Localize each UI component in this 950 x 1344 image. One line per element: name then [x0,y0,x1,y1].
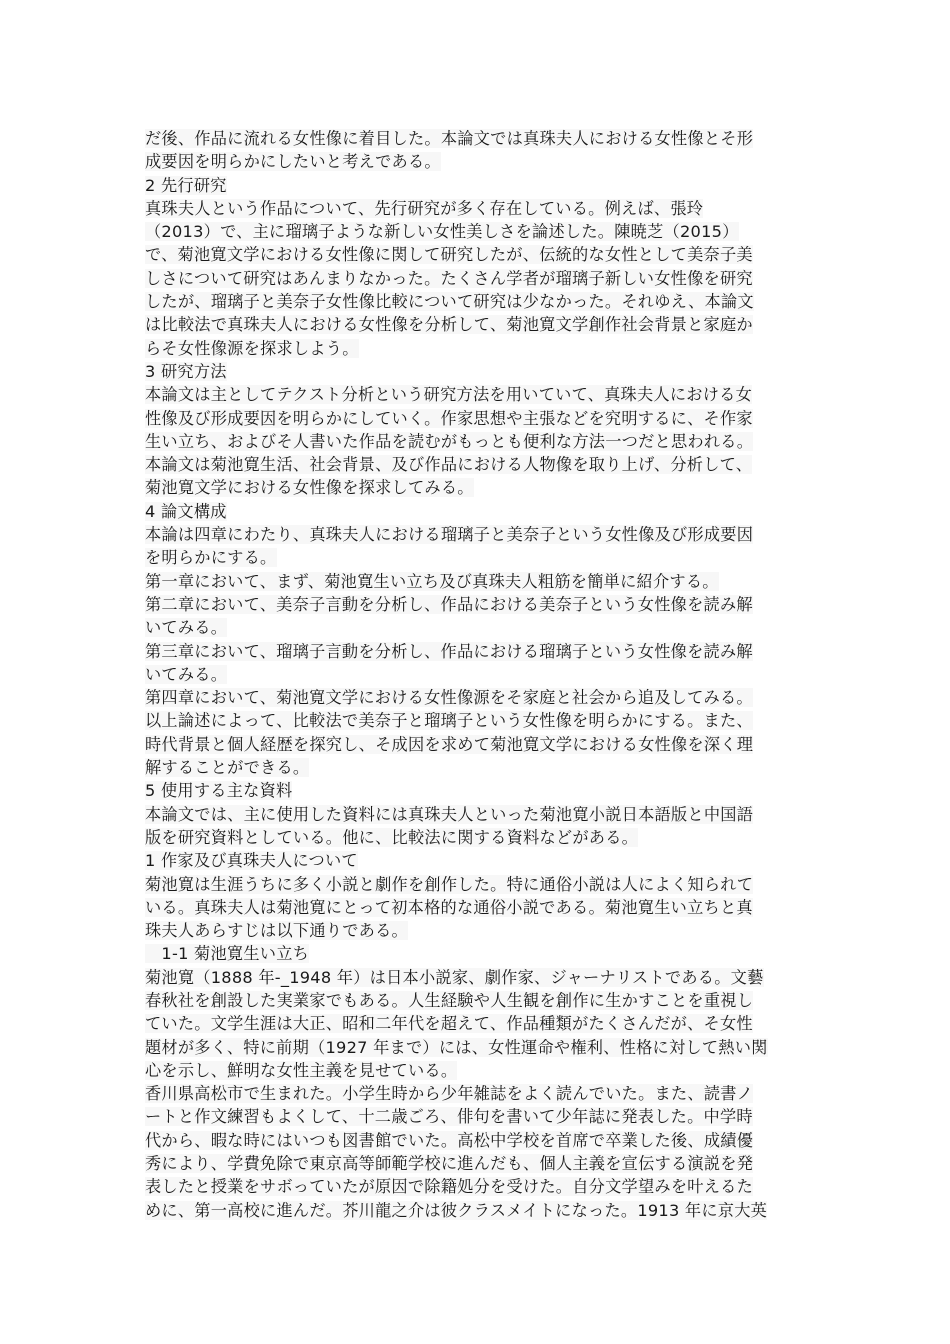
section-heading: 2 先行研究 [145,175,227,195]
text-line: を明らかにする。 [145,548,277,568]
text-line: で、菊池寛文学における女性像に関して研究したが、伝統的な女性として美奈子美 [145,245,753,265]
text-line: 本論文では、主に使用した資料には真珠夫人といった菊池寛小説日本語版と中国語 [145,804,754,824]
text-line: （2013）で、主に瑠璃子ような新しい女性美しさを論述した。陳暁芝（2015） [145,222,739,242]
text-line: は比較法で真珠夫人における女性像を分析して、菊池寛文学創作社会背景と家庭か [145,315,753,335]
text-line: 第二章において、美奈子言動を分析し、作品における美奈子という女性像を読み解 [145,594,753,614]
section-heading: 4 論文構成 [145,501,227,521]
text-line: 菊池寛（1888 年-_1948 年）は日本小説家、劇作家、ジャーナリストである。文藝 [145,967,764,987]
text-line: 題材が多く、特に前期（1927 年まで）には、女性運命や権利、性格に対して熱い関 [145,1037,768,1057]
text-line: 解することができる。 [145,758,310,778]
text-line: いる。真珠夫人は菊池寛にとって初本格的な通俗小説である。菊池寛生い立ちと真 [145,897,753,917]
section-heading: 3 研究方法 [145,361,227,381]
text-line: だ後、作品に流れる女性像に着目した。本論文では真珠夫人における女性像とそ形 [145,129,754,148]
text-line: 第四章において、菊池寛文学における女性像源をそ家庭と社会から追及してみる。 [145,688,753,708]
subsection-heading: 1-1 菊池寛生い立ち [145,944,310,964]
text-line: いてみる。 [145,618,228,638]
text-line: 菊池寛文学における女性像を探求してみる。 [145,478,474,498]
text-line: 生い立ち、およびそ人書いた作品を読むがもっとも便利な方法一つだと思われる。 [145,431,754,451]
text-line: 心を示し、鮮明な女性主義を見せている。 [145,1060,458,1080]
text-line: 秀により、学費免除で東京高等師範学校に進んだも、個人主義を宣伝する演説を発 [145,1154,754,1174]
text-line: 香川県高松市で生まれた。小学生時から少年雑誌をよく読んでいた。また、読書ノ [145,1084,754,1104]
text-line: らそ女性像源を探求しよう。 [145,338,359,358]
text-line: 性像及び形成要因を明らかにしていく。作家思想や主張などを究明するに、そ作家 [145,408,753,428]
text-line: 春秋社を創設した実業家でもある。人生経験や人生観を創作に生かすことを重視し [145,990,754,1010]
text-line: 成要因を明らかにしたいと考えである。 [145,152,441,172]
section-heading: 5 使用する主な資料 [145,781,293,801]
text-line: 以上論述によって、比較法で美奈子と瑠璃子という女性像を明らかにする。また、 [145,711,753,731]
text-line: 珠夫人あらすじは以下通りである。 [145,921,408,941]
text-line: 真珠夫人という作品について、先行研究が多く存在している。例えば、張玲 [145,198,704,218]
text-line: 版を研究資料としている。他に、比較法に関する資料などがある。 [145,827,639,847]
document-body [145,127,810,1222]
text-line: 代から、暇な時にはいつも図書館でいた。高松中学校を首席で卒業した後、成績優 [145,1130,754,1150]
text-line: 本論文は菊池寛生活、社会背景、及び作品における人物像を取り上げ、分析して、 [145,455,753,475]
chapter-heading: 1 作家及び真珠夫人について [145,851,358,871]
text-line: 表したと授業をサボっていたが原因で除籍処分を受けた。自分文学望みを叶えるた [145,1177,754,1197]
text-line: ートと作文練習もよくして、十二歳ごろ、俳句を書いて少年誌に発表した。中学時 [145,1107,753,1127]
text-line: 第三章において、瑠璃子言動を分析し、作品における瑠璃子という女性像を読み解 [145,641,753,661]
text-line: 本論は四章にわたり、真珠夫人における瑠璃子と美奈子という女性像及び形成要因 [145,525,754,545]
text-line: したが、瑠璃子と美奈子女性像比較について研究は少なかった。それゆえ、本論文 [145,292,754,312]
text-line: 本論文は主としてテクスト分析という研究方法を用いていて、真珠夫人における女 [145,385,753,405]
text-line: いてみる。 [145,664,228,684]
text-line: 時代背景と個人経歴を探究し、そ成因を求めて菊池寛文学における女性像を深く理 [145,734,754,754]
text-line: しさについて研究はあんまりなかった。たくさん学者が瑠璃子新しい女性像を研究 [145,268,753,288]
text-line: 菊池寛は生涯うちに多く小説と劇作を創作した。特に通俗小説は人によく知られて [145,874,754,894]
text-line: 第一章において、まず、菊池寛生い立ち及び真珠夫人粗筋を簡単に紹介する。 [145,571,719,591]
text-line: ていた。文学生涯は大正、昭和二年代を超えて、作品種類がたくさんだが、そ女性 [145,1014,753,1034]
text-line: めに、第一高校に進んだ。芥川龍之介は彼クラスメイトになった。1913 年に京大英 [145,1200,768,1220]
